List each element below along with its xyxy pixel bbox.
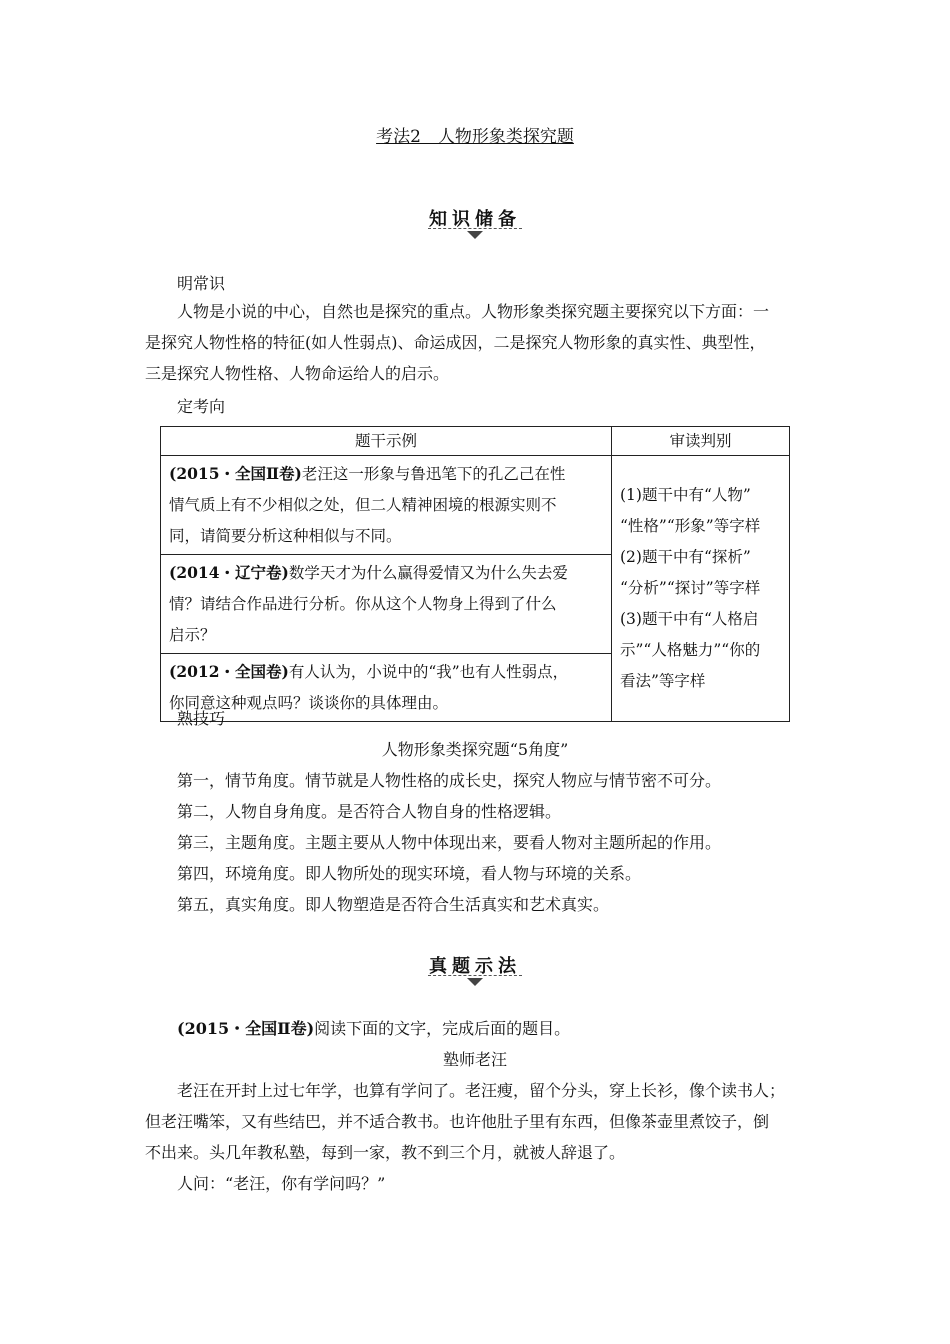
table-cell-example-1 bbox=[161, 456, 612, 555]
page-title bbox=[0, 122, 950, 147]
section-heading-underline bbox=[428, 228, 522, 229]
example-text: 有人认为，小说中的“我”也有人性弱点， bbox=[288, 663, 569, 681]
judgement-line: 示”“人格魅力”“你的 bbox=[620, 641, 761, 659]
judgement-line: (1)题干中有“人物” bbox=[620, 486, 751, 504]
table-row bbox=[161, 456, 790, 555]
example-text: 你同意这种观点吗？谈谈你的具体理由。 bbox=[169, 694, 449, 712]
section-heading-underline bbox=[428, 975, 522, 976]
story-line: 老汪在开封上过七年学，也算有学问了。老汪瘦，留个分头，穿上长衫，像个读书人； bbox=[177, 1081, 786, 1100]
label-skill: 熟技巧 bbox=[177, 709, 226, 728]
intro-line-1: 人物是小说的中心，自然也是探究的重点。人物形象类探究题主要探究以下方面：一 bbox=[177, 302, 770, 321]
intro-line-3: 三是探究人物性格、人物命运给人的启示。 bbox=[145, 364, 450, 383]
skill-item: 第一，情节角度。情节就是人物性格的成长史，探究人物应与情节密不可分。 bbox=[177, 771, 722, 790]
story-title: 塾师老汪 bbox=[442, 1050, 507, 1069]
label-exam-direction: 定考向 bbox=[177, 397, 226, 416]
reading-source: (2015・全国Ⅱ卷) bbox=[177, 1019, 315, 1038]
table-cell-judgement bbox=[612, 456, 790, 722]
example-text: 老汪这一形象与鲁迅笔下的孔乙己在性 bbox=[301, 465, 566, 483]
table-header-judgement: 审读判别 bbox=[612, 427, 790, 456]
story-line: 不出来。头几年教私塾，每到一家，教不到三个月，就被人辞退了。 bbox=[145, 1143, 626, 1162]
skill-item: 第五，真实角度。即人物塑造是否符合生活真实和艺术真实。 bbox=[177, 895, 610, 914]
example-text: 情？请结合作品进行分析。你从这个人物身上得到了什么 bbox=[169, 595, 557, 613]
example-source: (2014・辽宁卷) bbox=[169, 563, 289, 582]
skill-item: 第四，环境角度。即人物所处的现实环境，看人物与环境的关系。 bbox=[177, 864, 642, 883]
example-text: 同，请简要分析这种相似与不同。 bbox=[169, 527, 402, 545]
down-triangle-icon bbox=[467, 231, 483, 239]
example-text: 启示？ bbox=[169, 626, 216, 644]
reading-instruction-text: 阅读下面的文字，完成后面的题目。 bbox=[314, 1019, 571, 1038]
judgement-line: “分析”“探讨”等字样 bbox=[620, 579, 761, 597]
section-heading-knowledge: 知识储备 bbox=[429, 209, 521, 230]
skill-item: 第三，主题角度。主题主要从人物中体现出来，要看人物对主题所起的作用。 bbox=[177, 833, 722, 852]
judgement-line: (3)题干中有“人格启 bbox=[620, 610, 759, 628]
judgement-line: “性格”“形象”等字样 bbox=[620, 517, 761, 535]
table-header-question: 题干示例 bbox=[161, 427, 612, 456]
skill-item: 第二，人物自身角度。是否符合人物自身的性格逻辑。 bbox=[177, 802, 562, 821]
example-source: (2012・全国卷) bbox=[169, 662, 289, 681]
example-table bbox=[160, 426, 790, 722]
page-title-text: 考法2 人物形象类探究题 bbox=[376, 127, 574, 147]
table-cell-example-3 bbox=[161, 654, 612, 722]
skill-title: 人物形象类探究题“5角度” bbox=[381, 740, 569, 759]
section-heading-real-questions: 真题示法 bbox=[429, 956, 521, 977]
judgement-line: (2)题干中有“探析” bbox=[620, 548, 751, 566]
example-text: 情气质上有不少相似之处，但二人精神困境的根源实则不 bbox=[169, 496, 557, 514]
intro-line-2: 是探究人物性格的特征(如人性弱点)、命运成因，二是探究人物形象的真实性、典型性， bbox=[145, 333, 766, 352]
reading-instruction bbox=[177, 1013, 570, 1044]
story-line: 人问：“老汪，你有学问吗？” bbox=[177, 1174, 386, 1193]
judgement-line: 看法”等字样 bbox=[620, 672, 706, 690]
story-line: 但老汪嘴笨，又有些结巴，并不适合教书。也许他肚子里有东西，但像茶壶里煮饺子，倒 bbox=[145, 1112, 770, 1131]
table-cell-example-2 bbox=[161, 555, 612, 654]
down-triangle-icon bbox=[467, 978, 483, 986]
example-source: (2015・全国Ⅱ卷) bbox=[169, 464, 302, 483]
example-text: 数学天才为什么赢得爱情又为什么失去爱 bbox=[288, 564, 568, 582]
label-common-knowledge: 明常识 bbox=[177, 274, 226, 293]
